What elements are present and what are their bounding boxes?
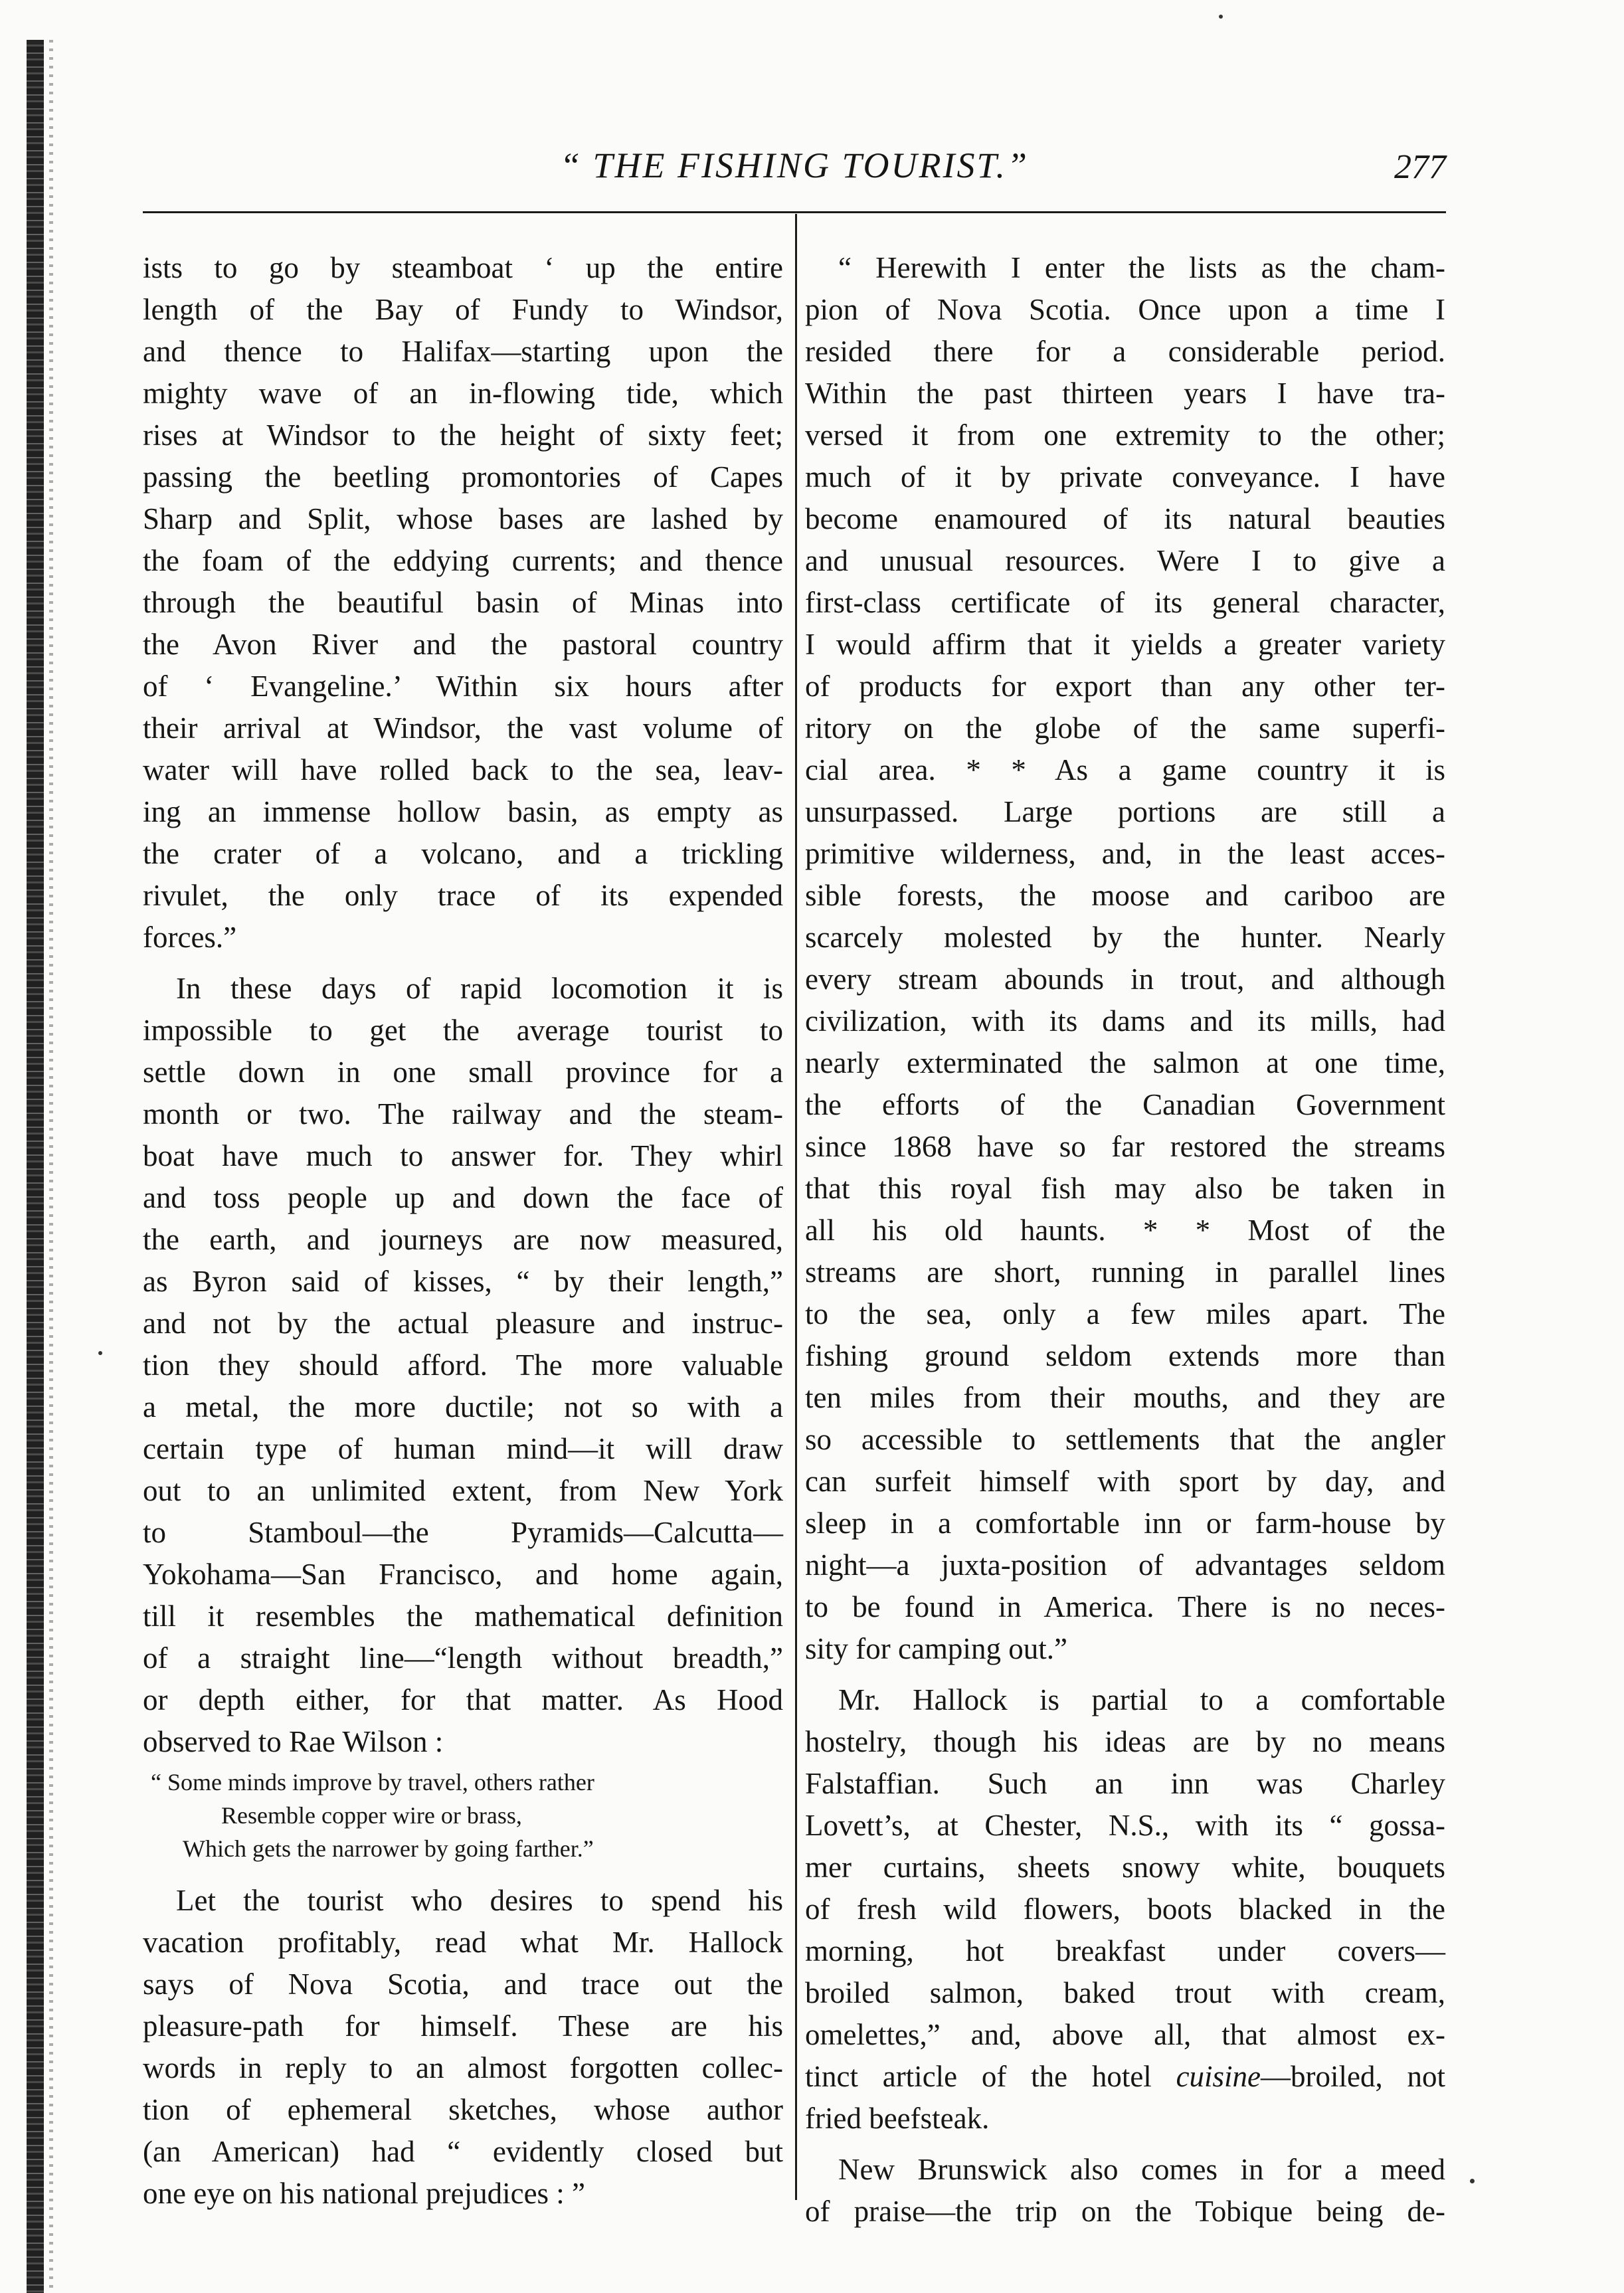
column-rule (795, 214, 797, 2200)
text-line: Falstaffian. Such an inn was Charley (805, 1767, 1445, 1800)
left-column (143, 247, 783, 2215)
text-line: vacation profitably, read what Mr. Hallock (143, 1926, 783, 1959)
text-line: sity for camping out.” (805, 1632, 1067, 1665)
text-line: mer curtains, sheets snowy white, bouquets (805, 1851, 1445, 1884)
text-run: —broiled, not (1261, 2060, 1445, 2093)
text-line: to the sea, only a few miles apart. The (805, 1297, 1445, 1330)
text-line: first-class certificate of its general character, (805, 586, 1445, 619)
text-line: and thence to Halifax—starting upon the (143, 335, 783, 368)
text-line: of praise—the trip on the Tobique being de- (805, 2195, 1445, 2228)
text-line: cial area. * * As a game country it is (805, 753, 1445, 786)
text-line: observed to Rae Wilson : (143, 1725, 444, 1758)
text-line: rivulet, the only trace of its expended (143, 879, 783, 912)
text-line: Lovett’s, at Chester, N.S., with its “ gossa- (805, 1809, 1445, 1842)
text-line: morning, hot breakfast under covers— (805, 1934, 1445, 1968)
text-line: scarcely molested by the hunter. Nearly (805, 921, 1445, 954)
right-column (805, 247, 1445, 2233)
scanned-page-edge (27, 40, 44, 2293)
paragraph-tourist-vacation (143, 1880, 783, 2215)
paragraph-new-brunswick (805, 2149, 1445, 2233)
text-line: one eye on his national prejudices : ” (143, 2177, 586, 2210)
verse-line: Resemble copper wire or brass, (221, 1802, 522, 1829)
text-line: I would affirm that it yields a greater variety (805, 628, 1445, 661)
text-line: month or two. The railway and the steam- (143, 1097, 783, 1131)
text-line: fried beefsteak. (805, 2102, 990, 2135)
text-line: hostelry, though his ideas are by no means (805, 1725, 1445, 1758)
print-speck (1219, 15, 1223, 19)
text-line: ritory on the globe of the same superfi- (805, 711, 1445, 745)
text-line: all his old haunts. * * Most of the (805, 1214, 1445, 1247)
text-line: streams are short, running in parallel lines (805, 1255, 1445, 1289)
text-line: rises at Windsor to the height of sixty feet; (143, 418, 783, 452)
text-line: to be found in America. There is no neces- (805, 1590, 1445, 1623)
print-speck (98, 1351, 102, 1355)
text-line: ing an immense hollow basin, as empty as (143, 795, 783, 828)
text-line: pion of Nova Scotia. Once upon a time I (805, 293, 1445, 326)
text-line: the earth, and journeys are now measured, (143, 1223, 783, 1256)
text-line: their arrival at Windsor, the vast volume of (143, 711, 783, 745)
text-line: (an American) had “ evidently closed but (143, 2135, 783, 2168)
text-line: of a straight line—“length without breadth,” (143, 1641, 783, 1675)
text-line: omelettes,” and, above all, that almost ex- (805, 2018, 1445, 2051)
paragraph-hallock-hostelry (805, 1679, 1445, 2140)
text-line: Let the tourist who desires to spend his (176, 1884, 783, 1917)
header-rule (143, 211, 1446, 213)
running-title: “ THE FISHING TOURIST.” (559, 145, 1030, 185)
text-line: of products for export than any other ter- (805, 670, 1445, 703)
text-line: become enamoured of its natural beauties (805, 502, 1445, 535)
text-line: versed it from one extremity to the other; (805, 418, 1445, 452)
text-line: and not by the actual pleasure and instruc- (143, 1307, 783, 1340)
text-line: impossible to get the average tourist to (143, 1014, 783, 1047)
text-line: passing the beetling promontories of Capes (143, 460, 783, 494)
text-line: settle down in one small province for a (143, 1055, 783, 1089)
text-line: Sharp and Split, whose bases are lashed by (143, 502, 783, 535)
text-line: sleep in a comfortable inn or farm-house by (805, 1507, 1445, 1540)
text-line: mighty wave of an in-flowing tide, which (143, 377, 783, 410)
text-line: or depth either, for that matter. As Hood (143, 1683, 783, 1716)
page-number: 277 (1394, 148, 1446, 186)
text-line: till it resembles the mathematical definition (143, 1600, 783, 1633)
text-line: civilization, with its dams and its mills, had (805, 1004, 1445, 1038)
text-line: so accessible to settlements that the angler (805, 1423, 1445, 1456)
paragraph-rapid-locomotion (143, 968, 783, 1763)
text-line: a metal, the more ductile; not so with a (143, 1390, 783, 1423)
text-line: the Avon River and the pastoral country (143, 628, 783, 661)
text-line: broiled salmon, baked trout with cream, (805, 1976, 1445, 2009)
text-line: In these days of rapid locomotion it is (176, 972, 783, 1005)
text-line: since 1868 have so far restored the streams (805, 1130, 1445, 1163)
text-line: the foam of the eddying currents; and thence (143, 544, 783, 577)
text-line: New Brunswick also comes in for a meed (838, 2153, 1445, 2186)
page-header (143, 145, 1446, 198)
text-line: unsurpassed. Large portions are still a (805, 795, 1445, 828)
text-line: certain type of human mind—it will draw (143, 1432, 783, 1465)
text-line (805, 2056, 1445, 2098)
verse-quotation (143, 1766, 783, 1865)
text-line: the efforts of the Canadian Government (805, 1088, 1445, 1121)
text-line: resided there for a considerable period. (805, 335, 1445, 368)
text-line: primitive wilderness, and, in the least acces- (805, 837, 1445, 870)
paragraph-steamboat-route (143, 247, 783, 959)
text-line: as Byron said of kisses, “ by their length,” (143, 1265, 783, 1298)
text-line: forces.” (143, 921, 237, 954)
text-line: Within the past thirteen years I have tra- (805, 377, 1445, 410)
text-line: sible forests, the moose and cariboo are (805, 879, 1445, 912)
text-line: through the beautiful basin of Minas into (143, 586, 783, 619)
italic-word: cuisine (1176, 2060, 1261, 2093)
text-line: the crater of a volcano, and a trickling (143, 837, 783, 870)
text-line: tion of ephemeral sketches, whose author (143, 2093, 783, 2126)
text-line: length of the Bay of Fundy to Windsor, (143, 293, 783, 326)
text-line: tion they should afford. The more valuable (143, 1348, 783, 1382)
text-line: of ‘ Evangeline.’ Within six hours after (143, 670, 783, 703)
text-line: ten miles from their mouths, and they are (805, 1381, 1445, 1414)
paragraph-nova-scotia-quote (805, 247, 1445, 1670)
text-line: says of Nova Scotia, and trace out the (143, 1968, 783, 2001)
text-line: nearly exterminated the salmon at one time, (805, 1046, 1445, 1079)
text-line: out to an unlimited extent, from New York (143, 1474, 783, 1507)
text-line: ists to go by steamboat ‘ up the entire (143, 251, 783, 284)
text-line: pleasure-path for himself. These are his (143, 2009, 783, 2043)
text-line: and unusual resources. Were I to give a (805, 544, 1445, 577)
text-line: Mr. Hallock is partial to a comfortable (838, 1683, 1445, 1716)
text-line: every stream abounds in trout, and although (805, 963, 1445, 996)
text-line: Yokohama—San Francisco, and home again, (143, 1558, 783, 1591)
verse-line: “ Some minds improve by travel, others rather (151, 1769, 594, 1795)
text-line: fishing ground seldom extends more than (805, 1339, 1445, 1372)
verse-line: Which gets the narrower by going farther.” (183, 1835, 594, 1862)
text-line: to Stamboul—the Pyramids—Calcutta— (143, 1516, 783, 1549)
text-line: words in reply to an almost forgotten collec- (143, 2051, 783, 2084)
text-line: and toss people up and down the face of (143, 1181, 783, 1214)
text-line: water will have rolled back to the sea, leav- (143, 753, 783, 786)
text-line: of fresh wild flowers, boots blacked in the (805, 1892, 1445, 1926)
text-line: “ Herewith I enter the lists as the cham- (838, 251, 1445, 284)
text-line: boat have much to answer for. They whirl (143, 1139, 783, 1172)
text-line: can surfeit himself with sport by day, and (805, 1465, 1445, 1498)
text-line: night—a juxta-position of advantages seldom (805, 1548, 1445, 1582)
text-line: that this royal fish may also be taken in (805, 1172, 1445, 1205)
text-line: much of it by private conveyance. I have (805, 460, 1445, 494)
print-speck (1470, 2179, 1475, 2183)
text-run: tinct article of the hotel (805, 2060, 1176, 2093)
scanned-page-edge-shadow (49, 40, 53, 2293)
